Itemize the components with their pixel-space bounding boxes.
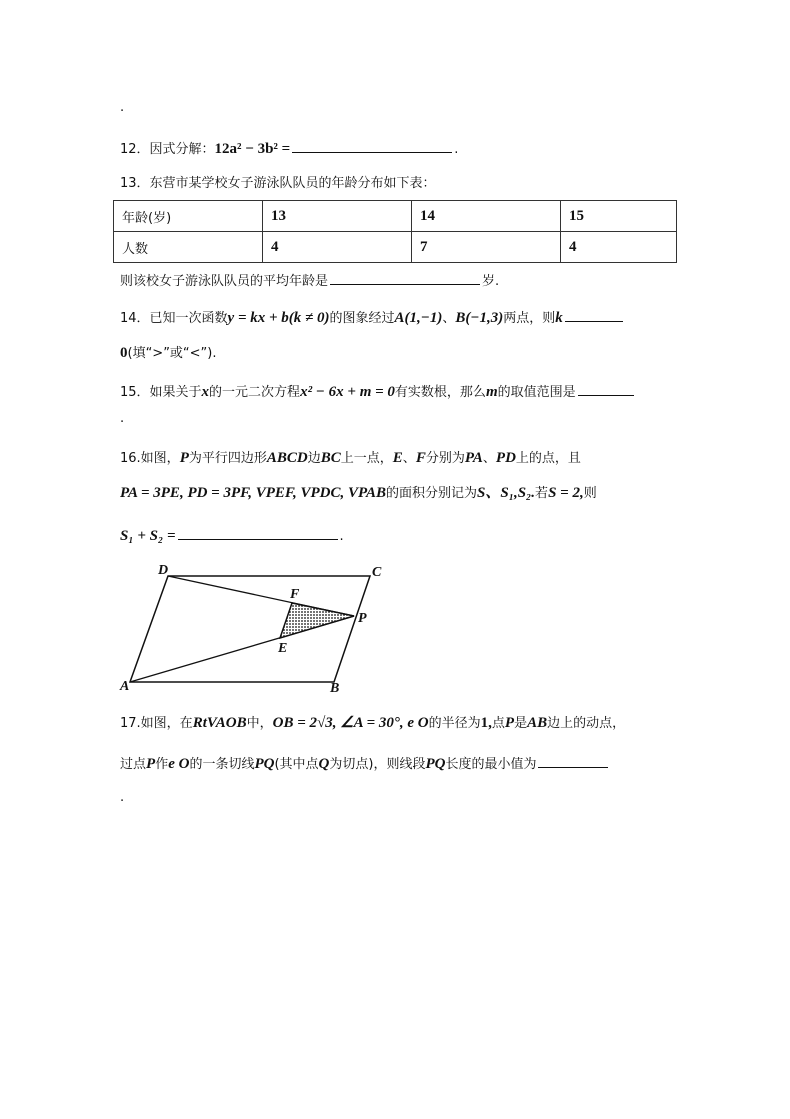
q16-text: 则 <box>583 486 597 501</box>
q16-var: P <box>179 450 189 466</box>
q14-sep: 、 <box>442 311 456 326</box>
question-13-ask <box>120 270 499 292</box>
q16-var: E <box>392 450 403 466</box>
parallelogram-abcd <box>130 576 370 682</box>
q16-answer-blank[interactable] <box>178 525 338 540</box>
question-14 <box>120 307 625 329</box>
question-16-line3 <box>120 525 344 547</box>
q16-expr: PA = 3PE, PD = 3PF, VPEF, VPDC, VPAB <box>120 485 387 501</box>
q17-var: Q <box>318 756 330 772</box>
q17-text: 过点 <box>120 757 147 772</box>
q14-function: y = kx + b(k ≠ 0) <box>227 310 330 326</box>
q16-cond: S = 2, <box>548 485 584 501</box>
q12-answer-blank[interactable] <box>292 138 452 153</box>
q16-text: 边 <box>307 451 321 466</box>
q13-prefix: 则该校女子游泳队队员的平均年龄是 <box>120 274 329 289</box>
q16-dot: . <box>339 529 344 544</box>
q16-var: F <box>415 450 426 466</box>
q16-var: PA <box>464 450 483 466</box>
label-d: D <box>158 563 169 578</box>
q14-text: 的图象经过 <box>329 311 395 326</box>
question-16-line1 <box>120 448 581 469</box>
q15-x: x <box>201 384 210 400</box>
q17-text: 作 <box>155 757 169 772</box>
q17-text: 为切点)，则线段 <box>329 757 426 772</box>
question-16-line2 <box>120 483 597 504</box>
q17-text: 边上的动点， <box>547 716 626 731</box>
q16-text: 为平行四边形 <box>188 451 267 466</box>
q15-dot: . <box>120 411 125 426</box>
q17-text: (其中点 <box>274 757 319 772</box>
q17-var: RtVAOB <box>192 715 247 731</box>
q17-var: PQ <box>254 756 275 772</box>
q17-text: 点 <box>491 716 505 731</box>
q16-text: 的面积分别记为 <box>386 486 478 501</box>
q16-vars: S、S₁,S₂. <box>477 485 536 501</box>
q14-zero: 0 <box>120 345 128 361</box>
parallelogram-figure <box>118 560 398 696</box>
q15-text: 的一元二次方程 <box>209 385 301 400</box>
label-f: F <box>290 587 300 602</box>
count-cell: 4 <box>561 232 677 263</box>
row-label-count: 人数 <box>114 232 263 263</box>
question-17-line1 <box>120 713 625 734</box>
question-13-intro: 13．东营市某学校女子游泳队队员的年龄分布如下表： <box>120 176 436 191</box>
q16-text: 、 <box>482 451 496 466</box>
q17-var: PQ <box>425 756 446 772</box>
q15-answer-blank[interactable] <box>578 381 634 396</box>
label-a: A <box>120 679 130 694</box>
q17-answer-blank[interactable] <box>538 753 608 768</box>
q12-expr: 12a² − 3b² = <box>214 141 291 157</box>
count-cell: 4 <box>263 232 412 263</box>
age-cell: 13 <box>263 201 412 232</box>
q14-answer-blank[interactable] <box>565 307 623 322</box>
q12-suffix: . <box>454 142 459 157</box>
q17-var: AB <box>527 715 548 731</box>
q16-var: PD <box>495 450 516 466</box>
top-dot: . <box>120 100 125 115</box>
label-b: B <box>330 681 340 696</box>
q15-m: m <box>485 384 498 400</box>
age-distribution-table <box>113 200 677 263</box>
q17-prefix: 17.如图，在 <box>120 716 193 731</box>
q16-text: 上的点，且 <box>515 451 581 466</box>
q14-hint: (填“>”或“<”). <box>127 346 217 361</box>
q14-point-a: A(1,−1) <box>394 310 443 326</box>
question-12 <box>120 138 458 160</box>
row-label-age: 年龄(岁) <box>114 201 263 232</box>
q14-k: k <box>555 310 563 326</box>
q12-prefix: 12．因式分解： <box>120 142 215 157</box>
q14-text: 两点，则 <box>503 311 556 326</box>
q17-var: P <box>146 756 156 772</box>
q17-text: 中， <box>246 716 273 731</box>
q17-var: e O <box>168 756 190 772</box>
label-c: C <box>372 565 382 580</box>
question-14-line2 <box>120 343 217 364</box>
q17-dot: . <box>120 790 125 805</box>
age-cell: 15 <box>561 201 677 232</box>
q14-prefix: 14．已知一次函数 <box>120 311 228 326</box>
q17-text: 的一条切线 <box>189 757 255 772</box>
q16-text: 分别为 <box>425 451 465 466</box>
q13-suffix: 岁. <box>482 274 500 289</box>
q17-var: 1, <box>480 715 492 731</box>
q15-prefix: 15．如果关于 <box>120 385 202 400</box>
q17-text: 的半径为 <box>428 716 481 731</box>
q16-text: 、 <box>402 451 416 466</box>
question-17-line2 <box>120 753 610 775</box>
q15-equation: x² − 6x + m = 0 <box>300 384 395 400</box>
q17-cond: OB = 2√3, ∠A = 30°, e O <box>272 715 429 731</box>
q16-text: 若 <box>535 486 549 501</box>
table-row <box>114 201 677 232</box>
question-15 <box>120 381 636 403</box>
q14-point-b: B(−1,3) <box>455 310 504 326</box>
label-e: E <box>278 641 288 656</box>
q17-text: 是 <box>514 716 528 731</box>
count-cell: 7 <box>412 232 561 263</box>
q16-text: 上一点， <box>340 451 393 466</box>
q16-var: ABCD <box>266 450 308 466</box>
q16-prefix: 16.如图， <box>120 451 180 466</box>
q15-suffix: 的取值范围是 <box>497 385 576 400</box>
q16-sum: S₁ + S₂ = <box>120 528 176 544</box>
q17-var: P <box>504 715 515 731</box>
q17-text: 长度的最小值为 <box>445 757 537 772</box>
q16-var: BC <box>320 450 341 466</box>
q13-answer-blank[interactable] <box>330 270 480 285</box>
q15-text: 有实数根，那么 <box>394 385 486 400</box>
label-p: P <box>358 611 367 626</box>
shaded-triangle-pef <box>280 603 354 638</box>
table-row <box>114 232 677 263</box>
age-cell: 14 <box>412 201 561 232</box>
